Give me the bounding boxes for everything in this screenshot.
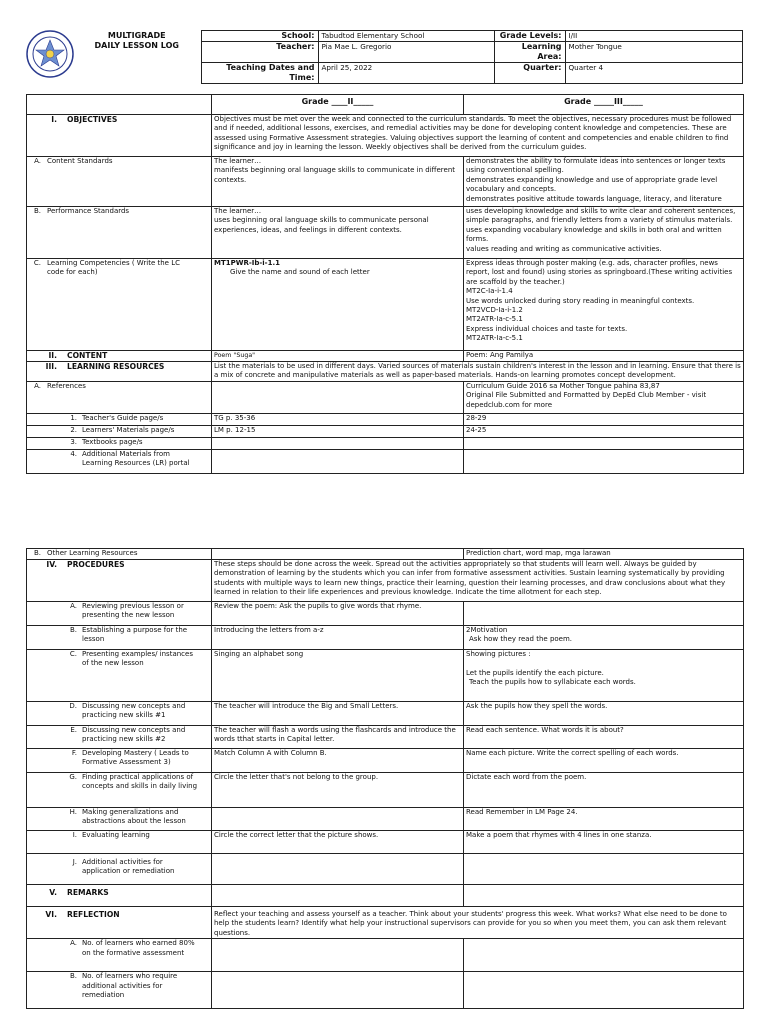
additional-materials-g2 [212, 450, 464, 474]
reflection-a-label: A. No. of learners who earned 80% on the formative assessment [27, 939, 212, 972]
title-line-2: DAILY LESSON LOG [94, 40, 179, 50]
teachers-guide-g2: TG p. 35-36 [212, 414, 464, 426]
learning-resources-label: III. LEARNING RESOURCES [27, 362, 212, 382]
textbooks-g2 [212, 438, 464, 450]
reflection-a-g3 [464, 939, 744, 972]
other-resources-label: B. Other Learning Resources [27, 549, 212, 560]
procedure-i-g2: Circle the correct letter that the picture shows. [212, 831, 464, 854]
teachers-guide-label: 1. Teacher's Guide page/s [27, 414, 212, 426]
content-standards-g2: The learner… manifests beginning oral language skills to communicate in different contexts. [212, 157, 464, 207]
references-g2 [212, 382, 464, 414]
grade-levels-value[interactable]: I/II [565, 31, 742, 42]
procedure-f-g3: Name each picture. Write the correct spelling of each words. [464, 749, 744, 773]
school-value[interactable]: Tabudtod Elementary School [318, 31, 494, 42]
other-resources-g2 [212, 549, 464, 560]
procedure-d-label: D. Discussing new concepts and practicing new skills #1 [27, 702, 212, 726]
procedure-c-g3: Showing pictures : Let the pupils identify the each picture. Teach the pupils how to syllabicate each words. [464, 650, 744, 702]
dates-value[interactable]: April 25, 2022 [318, 63, 494, 84]
procedure-i-label: I. Evaluating learning [27, 831, 212, 854]
procedure-e-g2: The teacher will flash a words using the flashcards and introduce the words tthat starts in Capital letter. [212, 726, 464, 749]
remarks-g3 [464, 885, 744, 907]
reflection-b-g3 [464, 972, 744, 1009]
procedure-c-g2: Singing an alphabet song [212, 650, 464, 702]
references-g3: Curriculum Guide 2016 sa Mother Tongue pahina 83,87 Original File Submitted and Formatted by DepEd Club Member - visit depedclub.com for more [464, 382, 744, 414]
procedure-j-label: J. Additional activities for application or remediation [27, 854, 212, 885]
learning-area-label: Learning Area: [494, 42, 565, 63]
remarks-g2 [212, 885, 464, 907]
reflection-a-g2 [212, 939, 464, 972]
procedure-h-g3: Read Remember in LM Page 24. [464, 808, 744, 831]
grade-3-header: Grade _____III_____ [464, 95, 744, 115]
performance-standards-label: B. Performance Standards [27, 207, 212, 259]
dates-label: Teaching Dates and Time: [201, 63, 318, 84]
content-standards-label: A. Content Standards [27, 157, 212, 207]
lesson-table-part-2 [26, 548, 744, 1009]
procedure-h-g2 [212, 808, 464, 831]
procedure-g-g2: Circle the letter that's not belong to the group. [212, 773, 464, 808]
grade-header-blank [27, 95, 212, 115]
procedures-label: IV. PROCEDURES [27, 560, 212, 602]
learning-area-value[interactable]: Mother Tongue [565, 42, 742, 63]
lesson-table-part-1 [26, 94, 744, 474]
procedure-i-g3: Make a poem that rhymes with 4 lines in one stanza. [464, 831, 744, 854]
procedure-g-g3: Dictate each word from the poem. [464, 773, 744, 808]
procedures-text: These steps should be done across the week. Spread out the activities appropriately so that students will learn well. Always be guided by demonstration of learning by the students which you can infer from formative assessment activities. Sustain learning systematically by providing students with multiple ways to learn new things, practice their learning, question their learning processes, and draw conclusions about what they learned in relation to their life experiences and previous knowledge. Indicate the time allotment for each step. [212, 560, 744, 602]
learning-competencies-label: C. Learning Competencies ( Write the LC code for each) [27, 259, 212, 351]
quarter-value[interactable]: Quarter 4 [565, 63, 742, 84]
reflection-label: VI. REFLECTION [27, 907, 212, 939]
content-g3: Poem: Ang Pamilya [464, 351, 744, 362]
procedure-c-label: C. Presenting examples/ instances of the new lesson [27, 650, 212, 702]
school-label: School: [201, 31, 318, 42]
teacher-value[interactable]: Pia Mae L. Gregorio [318, 42, 494, 63]
learning-competencies-g2: MT1PWR-Ib-i-1.1 Give the name and sound of each letter [212, 259, 464, 351]
procedure-e-label: E. Discussing new concepts and practicing new skills #2 [27, 726, 212, 749]
performance-standards-g2: The learner… uses beginning oral language skills to communicate personal experiences, ideas, and feelings in different contexts. [212, 207, 464, 259]
learners-materials-label: 2. Learners' Materials page/s [27, 426, 212, 438]
grade-levels-label: Grade Levels: [494, 31, 565, 42]
learning-competencies-g3: Express ideas through poster making (e.g. ads, character profiles, news report, lost and found) using stories as springboard.(These writing activities are scaffold by the teacher.) MT2C-Ia-i-1.4 Use words unlocked during story reading in meaningful contexts. MT2VCD-Ia-i-1.2 MT2ATR-Ia-c-5.1 Express individual choices and taste for texts. MT2ATR-Ia-c-5.1 [464, 259, 744, 351]
procedure-j-g2 [212, 854, 464, 885]
procedure-j-g3 [464, 854, 744, 885]
objectives-label: I. OBJECTIVES [27, 115, 212, 157]
learning-resources-text: List the materials to be used in different days. Varied sources of materials sustain children's interest in the lesson and in learning. Ensure that there is a mix of concrete and manipulative materials as well as paper-based materials. Hands-on learning promotes concept development. [212, 362, 744, 382]
procedure-f-label: F. Developing Mastery ( Leads to Formative Assessment 3) [27, 749, 212, 773]
teachers-guide-g3: 28-29 [464, 414, 744, 426]
objectives-text: Objectives must be met over the week and connected to the curriculum standards. To meet the objectives, necessary procedures must be followed and if needed, additional lessons, exercises, and remedial activities may be done for developing content knowledge and competencies. These are assessed using Formative Assessment strategies. Valuing objectives support the learning of content and competencies and enable children to find significance and joy in learning the lesson. Weekly objectives shall be derived from the curriculum guides. [212, 115, 744, 157]
other-resources-g3: Prediction chart, word map, mga larawan [464, 549, 744, 560]
content-label: II. CONTENT [27, 351, 212, 362]
additional-materials-label: 4. Additional Materials from Learning Resources (LR) portal [27, 450, 212, 474]
learners-materials-g2: LM p. 12-15 [212, 426, 464, 438]
procedure-b-g3: 2Motivation Ask how they read the poem. [464, 626, 744, 650]
procedure-a-g2: Review the poem: Ask the pupils to give words that rhyme. [212, 602, 464, 626]
reflection-text: Reflect your teaching and assess yourself as a teacher. Think about your students' progress this week. What works? What else need to be done to help the students learn? Identify what help your instructional supervisors can provide for you so when you meet them, you can ask them relevant questions. [212, 907, 744, 939]
learners-materials-g3: 24-25 [464, 426, 744, 438]
reflection-b-g2 [212, 972, 464, 1009]
content-standards-g3: demonstrates the ability to formulate ideas into sentences or longer texts using conventional spelling. demonstrates expanding knowledge and use of appropriate grade level vocabulary and concepts. demonstrates positive attitude towards language, literacy, and literature [464, 157, 744, 207]
header-table [26, 30, 743, 84]
reflection-b-label: B. No. of learners who require additional activities for remediation [27, 972, 212, 1009]
remarks-label: V. REMARKS [27, 885, 212, 907]
procedure-d-g2: The teacher will introduce the Big and Small Letters. [212, 702, 464, 726]
additional-materials-g3 [464, 450, 744, 474]
title-line-1: MULTIGRADE [107, 30, 166, 40]
procedure-d-g3: Ask the pupils how they spell the words. [464, 702, 744, 726]
textbooks-label: 3. Textbooks page/s [27, 438, 212, 450]
references-label: A. References [27, 382, 212, 414]
procedure-b-g2: Introducing the letters from a-z [212, 626, 464, 650]
performance-standards-g3: uses developing knowledge and skills to write clear and coherent sentences, simple paragraphs, and friendly letters from a variety of stimulus materials. uses expanding vocabulary knowledge and skills in both oral and written forms. values reading and writing as communicative activities. [464, 207, 744, 259]
procedure-g-label: G. Finding practical applications of concepts and skills in daily living [27, 773, 212, 808]
quarter-label: Quarter: [494, 63, 565, 84]
procedure-b-label: B. Establishing a purpose for the lesson [27, 626, 212, 650]
teacher-label: Teacher: [201, 42, 318, 63]
procedure-a-label: A. Reviewing previous lesson or presenting the new lesson [27, 602, 212, 626]
procedure-f-g2: Match Column A with Column B. [212, 749, 464, 773]
form-title [26, 31, 201, 84]
content-g2: Poem "Suga" [212, 351, 464, 362]
textbooks-g3 [464, 438, 744, 450]
procedure-a-g3 [464, 602, 744, 626]
procedure-e-g3: Read each sentence. What words it is about? [464, 726, 744, 749]
procedure-h-label: H. Making generalizations and abstractions about the lesson [27, 808, 212, 831]
grade-2-header: Grade ____II_____ [212, 95, 464, 115]
